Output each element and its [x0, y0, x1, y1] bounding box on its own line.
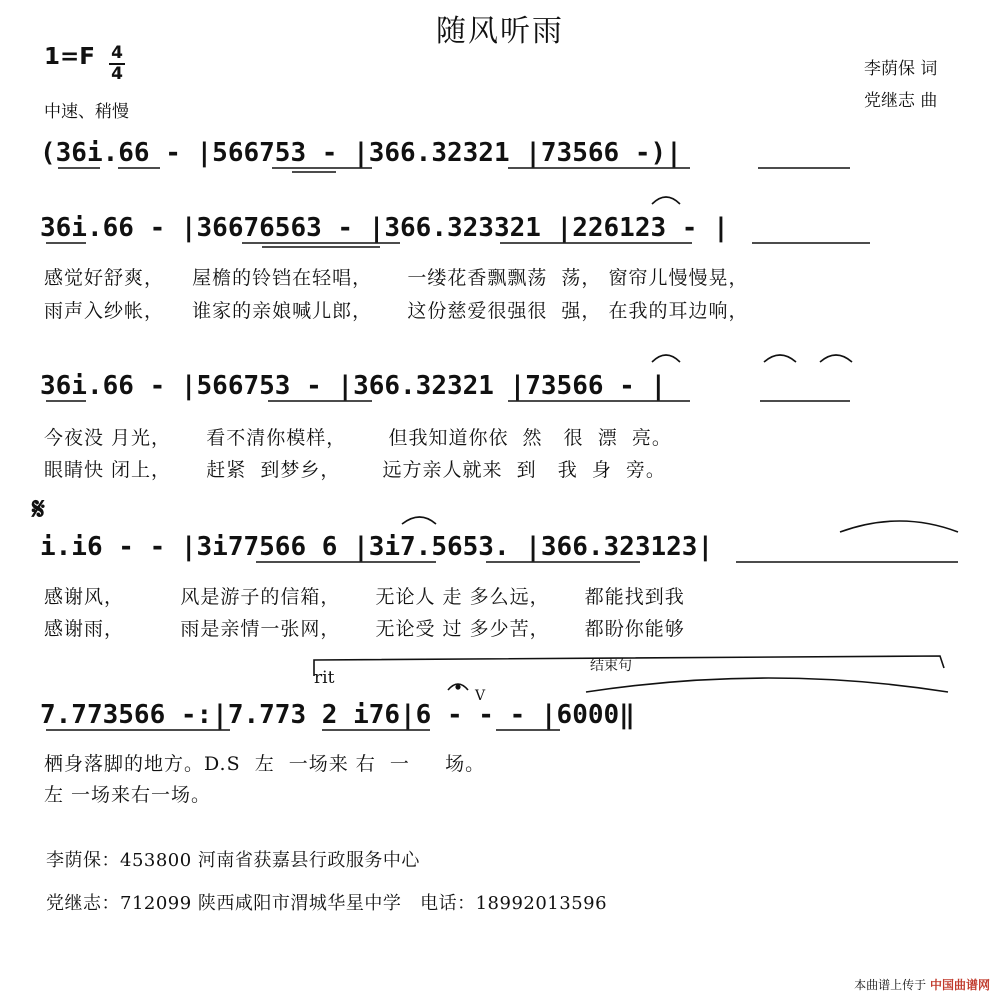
contact-composer: 党继志：712099 陕西咸阳市渭城华星中学 电话：18992013596: [46, 893, 608, 914]
contact-lyricist: 李荫保：453800 河南省获嘉县行政服务中心: [46, 850, 420, 871]
key-signature: 1=F: [44, 44, 95, 70]
lyric-line-5a: 栖身落脚的地方。D.S 左 一场来 右 一 场。: [44, 753, 486, 775]
slur: [840, 521, 958, 532]
rit-marking: rit: [314, 668, 335, 688]
slur: [586, 678, 948, 692]
ending-label: 结束句: [590, 658, 632, 674]
slur: [652, 355, 680, 362]
notation-line-2: 36i.66 - |36676563 - |366.323321 |226123 - |: [40, 213, 729, 243]
lyric-line-4b: 感谢雨， 雨是亲情一张网， 无论受 过 多少苦， 都盼你能够: [44, 618, 685, 640]
notation-line-1: (36i.66 - |566753 - |366.32321 |73566 -)|: [40, 138, 682, 168]
slur: [402, 517, 436, 524]
slur: [764, 355, 796, 362]
tempo-marking: 中速、稍慢: [44, 102, 129, 122]
slur: [652, 197, 680, 204]
footer-text: 本曲谱上传于: [854, 978, 927, 992]
notation-line-5: 7.773566 -:|7.773 2 i76|6 - - - |6000‖: [40, 700, 635, 730]
page-title: 随风听雨: [436, 14, 564, 49]
fermata-dot: [456, 685, 460, 689]
lyricist-credit: 李荫保 词: [864, 59, 938, 79]
footer-brand: 中国曲谱网: [929, 978, 990, 992]
composer-credit: 党继志 曲: [864, 91, 938, 111]
segno-sign: 𝄋: [32, 492, 45, 527]
notation-line-3: 36i.66 - |566753 - |366.32321 |73566 - |: [40, 371, 667, 401]
lyric-line-3a: 今夜没 月光， 看不清你模样， 但我知道你依 然 很 漂 亮。: [44, 427, 672, 449]
time-signature-top: 4: [111, 43, 123, 63]
lyric-line-2b: 雨声入纱帐， 谁家的亲娘喊儿郎， 这份慈爱很强很 强， 在我的耳边响，: [44, 300, 749, 322]
ending-bracket: [314, 656, 944, 676]
time-signature-bottom: 4: [111, 64, 123, 84]
notation-line-4: i.i6 - - |3i77566 6 |3i7.5653. |366.323123|: [40, 532, 714, 562]
lyric-line-4a: 感谢风， 风是游子的信箱， 无论人 走 多么远， 都能找到我: [44, 586, 685, 608]
lyric-line-5b: 左 一场来右一场。: [44, 784, 212, 806]
breath-mark: V: [475, 688, 486, 704]
slur: [820, 355, 852, 362]
lyric-line-3b: 眼睛快 闭上， 赶紧 到梦乡， 远方亲人就来 到 我 身 旁。: [44, 459, 666, 481]
lyric-line-2a: 感觉好舒爽， 屋檐的铃铛在轻唱， 一缕花香飘飘荡 荡， 窗帘儿慢慢晃，: [44, 267, 749, 289]
